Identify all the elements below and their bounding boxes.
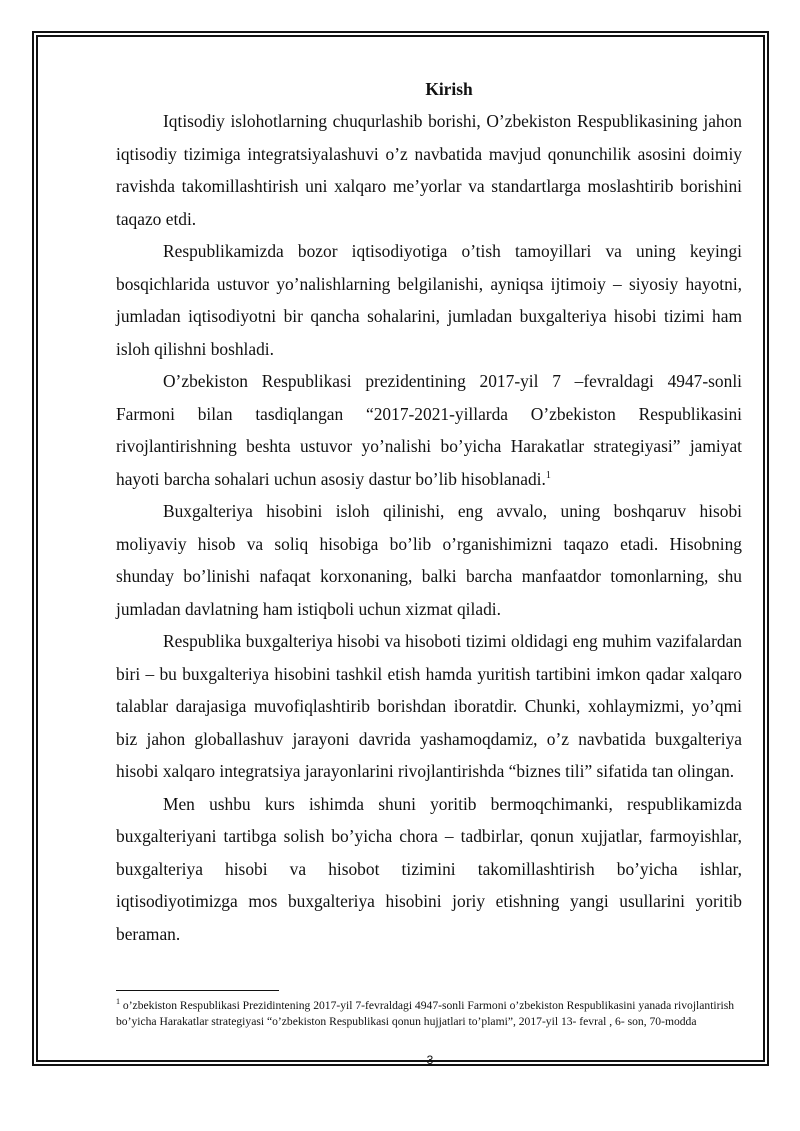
page-number: 3 <box>426 1053 434 1067</box>
paragraph-text: Buxgalteriya hisobini isloh qilinishi, eng avvalo, uning boshqaruv hisobi moliyaviy hisob va soliq hisobiga bo’lib o’rganishimizni taqazo etadi. Hisobning shunday bo’linishi nafaqat korxonaning, balki barcha manfaatdor tomonlarning, shu jumladan davlatning ham istiqboli uchun xizmat qiladi. <box>116 501 742 619</box>
section-title: Kirish <box>425 79 473 99</box>
paragraph-4 <box>116 495 742 625</box>
paragraph-text: Men ushbu kurs ishimda shuni yoritib bermoqchimanki, respublikamizda buxgalteriyani tartibga solish bo’yicha chora – tadbirlar, qonun xujjatlar, farmoyishlar, buxgalteriya hisobi va hisobot tizimini takomillashtirish bo’yicha ishlar, iqtisodiyotimizga mos buxgalteriya hisobini joriy etishning yangi usullarini yoritib beraman. <box>116 793 742 944</box>
document-body <box>116 74 742 950</box>
footnote-mark: 1 <box>116 997 120 1007</box>
paragraph-1 <box>116 105 742 235</box>
footnote-separator <box>116 990 279 991</box>
footnote <box>116 998 742 1030</box>
paragraph-text: Iqtisodiy islohotlarning chuqurlashib borishi, O’zbekiston Respublikasining jahon iqtisodiy tizimiga integratsiyalashuvi o’z navbatida mavjud qonunchilik asosini doimiy ravishda takomillashtirish uni xalqaro me’yorlar va standartlarga moslashtirib borishini taqazo etdi. <box>116 111 742 229</box>
paragraph-text: Respublikamizda bozor iqtisodiyotiga o’tish tamoyillari va uning keyingi bosqichlarida ustuvor yo’nalishlarning belgilanishi, ayniqsa ijtimoiy – siyosiy hayotni, jumladan iqtisodiyotni bir qancha sohalarini, jumladan buxgalteriya hisobi tizimi ham isloh qilishni boshladi. <box>116 241 742 359</box>
paragraph-text: Respublika buxgalteriya hisobi va hisoboti tizimi oldidagi eng muhim vazifalardan biri – bu buxgalteriya hisobini tashkil etish hamda yuritish tartibini imkon qadar xalqaro talablar darajasiga muvofiqlashtirib borishdan iboratdir. Chunki, xohlaymizmi, yo’qmi biz jahon globallashuv jarayoni davrida yashamoqdamiz, o’z navbatida buxgalteriya hisobi xalqaro integratsiya jarayonlarini rivojlantirishda “biznes tili” sifatida tan olingan. <box>116 631 742 781</box>
footnote-reference[interactable]: 1 <box>545 469 551 481</box>
paragraph-3 <box>116 365 742 495</box>
paragraph-6 <box>116 788 742 951</box>
paragraph-2 <box>116 235 742 365</box>
paragraph-5 <box>116 625 742 788</box>
paragraph-text: O’zbekiston Respublikasi prezidentining 2017-yil 7 –fevraldagi 4947-sonli Farmoni bilan tasdiqlangan “2017-2021-yillarda O’zbekiston Respublikasini rivojlantirishning beshta ustuvor yo’nalishi bo’yicha Harakatlar strategiyasi” jamiyat hayoti barcha sohalari uchun asosiy dastur bo’lib hisoblanadi. <box>116 371 742 489</box>
footnote-text: o’zbekiston Respublikasi Prezidintening 2017-yil 7-fevraldagi 4947-sonli Farmoni o’zbekiston Respublikasini yanada rivojlantirish bo’yicha Harakatlar strategiyasi “o’zbekiston Respublikasi qonun hujjatlari to’plami”, 2017-yil 13- fevral , 6- son, 70-modda <box>116 999 735 1028</box>
